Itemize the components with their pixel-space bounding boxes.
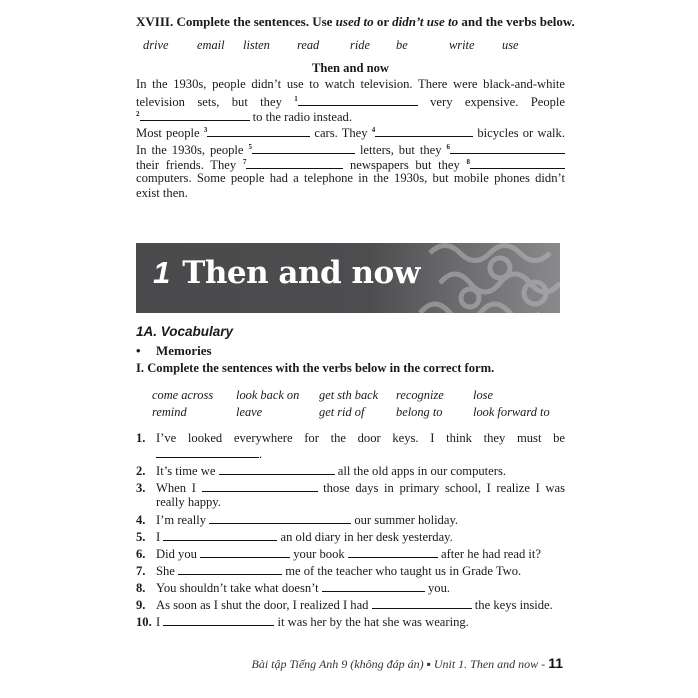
- page-footer: Bài tập Tiếng Anh 9 (không đáp án) ▪ Unit 1. Then and now - 11: [251, 655, 563, 671]
- word: remind: [152, 405, 187, 419]
- blank-7[interactable]: [246, 157, 343, 169]
- passage-line: computers. Some people had a telephone in the 1930s, but mobile phones didn’t: [136, 171, 565, 185]
- instruction: I. Complete the sentences with the verbs below in the correct form.: [136, 361, 495, 375]
- passage-line: their friends. They $^7$ newspapers but they $^8$: [136, 155, 565, 173]
- answer-blank[interactable]: [372, 597, 472, 609]
- answer-blank[interactable]: [348, 546, 438, 558]
- answer-blank[interactable]: [163, 614, 274, 626]
- word: listen: [243, 38, 270, 52]
- word: look back on: [236, 388, 300, 402]
- unit-title: 1 Then and now: [153, 255, 420, 291]
- blank-4[interactable]: [375, 125, 473, 137]
- blank-2[interactable]: [140, 109, 250, 121]
- answer-blank[interactable]: [178, 563, 282, 575]
- word: recognize: [396, 388, 444, 402]
- page-number: 11: [548, 655, 563, 671]
- bullet-heading: • Memories: [136, 343, 212, 358]
- answer-blank[interactable]: [219, 463, 335, 475]
- list-item: 7. She me of the teacher who taught us in Grade Two.: [136, 564, 522, 578]
- word: get rid of: [319, 405, 365, 419]
- answer-blank[interactable]: [209, 512, 351, 524]
- blank-8[interactable]: [470, 157, 565, 169]
- word: read: [297, 38, 320, 52]
- answer-blank[interactable]: [322, 580, 425, 592]
- passage-line: In the 1930s, people didn’t use to watch television. There were black-and-white: [136, 77, 565, 91]
- list-item: 5. I an old diary in her desk yesterday.: [136, 530, 453, 544]
- list-item: 1. I’ve looked everywhere for the door keys. I think they must be: [136, 431, 565, 445]
- word: ride: [350, 38, 370, 52]
- passage-line: In the 1930s, people $^5$ letters, but they $^6$: [136, 140, 565, 158]
- word: come across: [152, 388, 214, 402]
- word: look forward to: [473, 405, 550, 419]
- list-item: 8. You shouldn’t take what doesn’t you.: [136, 581, 451, 595]
- word: lose: [473, 388, 493, 402]
- passage-line: exist then.: [136, 186, 188, 200]
- list-item: 2. It’s time we all the old apps in our computers.: [136, 464, 507, 478]
- answer-blank[interactable]: [163, 529, 277, 541]
- exercise-title: XVIII. Complete the sentences. Use used to or didn’t use to and the verbs below.: [136, 14, 575, 29]
- list-item-continued: really happy.: [156, 495, 221, 509]
- unit-banner: [136, 243, 560, 313]
- word: email: [197, 38, 225, 52]
- blank-3[interactable]: [207, 125, 310, 137]
- list-item: 6. Did you your book after he had read it?: [136, 547, 541, 561]
- passage-line: television sets, but they $^1$ very expensive. People: [136, 95, 566, 109]
- word: use: [502, 38, 519, 52]
- blank-5[interactable]: [252, 142, 355, 154]
- passage-line: Most people $^3$ cars. They $^4$ bicycles or walk.: [136, 126, 565, 140]
- blank-6[interactable]: [450, 142, 565, 154]
- list-item-continued: .: [156, 446, 585, 462]
- word: belong to: [396, 405, 443, 419]
- word: write: [449, 38, 475, 52]
- answer-blank[interactable]: [156, 446, 259, 458]
- word: be: [396, 38, 408, 52]
- word: drive: [143, 38, 169, 52]
- word: get sth back: [319, 388, 379, 402]
- section-title: 1A. Vocabulary: [136, 324, 234, 339]
- list-item: 10. I it was her by the hat she was wearing.: [136, 615, 469, 629]
- list-item: 4. I’m really our summer holiday.: [136, 513, 459, 527]
- blank-1[interactable]: [298, 94, 418, 106]
- passage-heading: Then and now: [312, 61, 389, 75]
- answer-blank[interactable]: [202, 480, 318, 492]
- word: leave: [236, 405, 263, 419]
- list-item: 3. When I those days in primary school, I realize I was: [136, 481, 565, 495]
- list-item: 9. As soon as I shut the door, I realized I had the keys inside.: [136, 598, 553, 612]
- passage-line: $^2$ to the radio instead.: [136, 110, 352, 124]
- answer-blank[interactable]: [200, 546, 290, 558]
